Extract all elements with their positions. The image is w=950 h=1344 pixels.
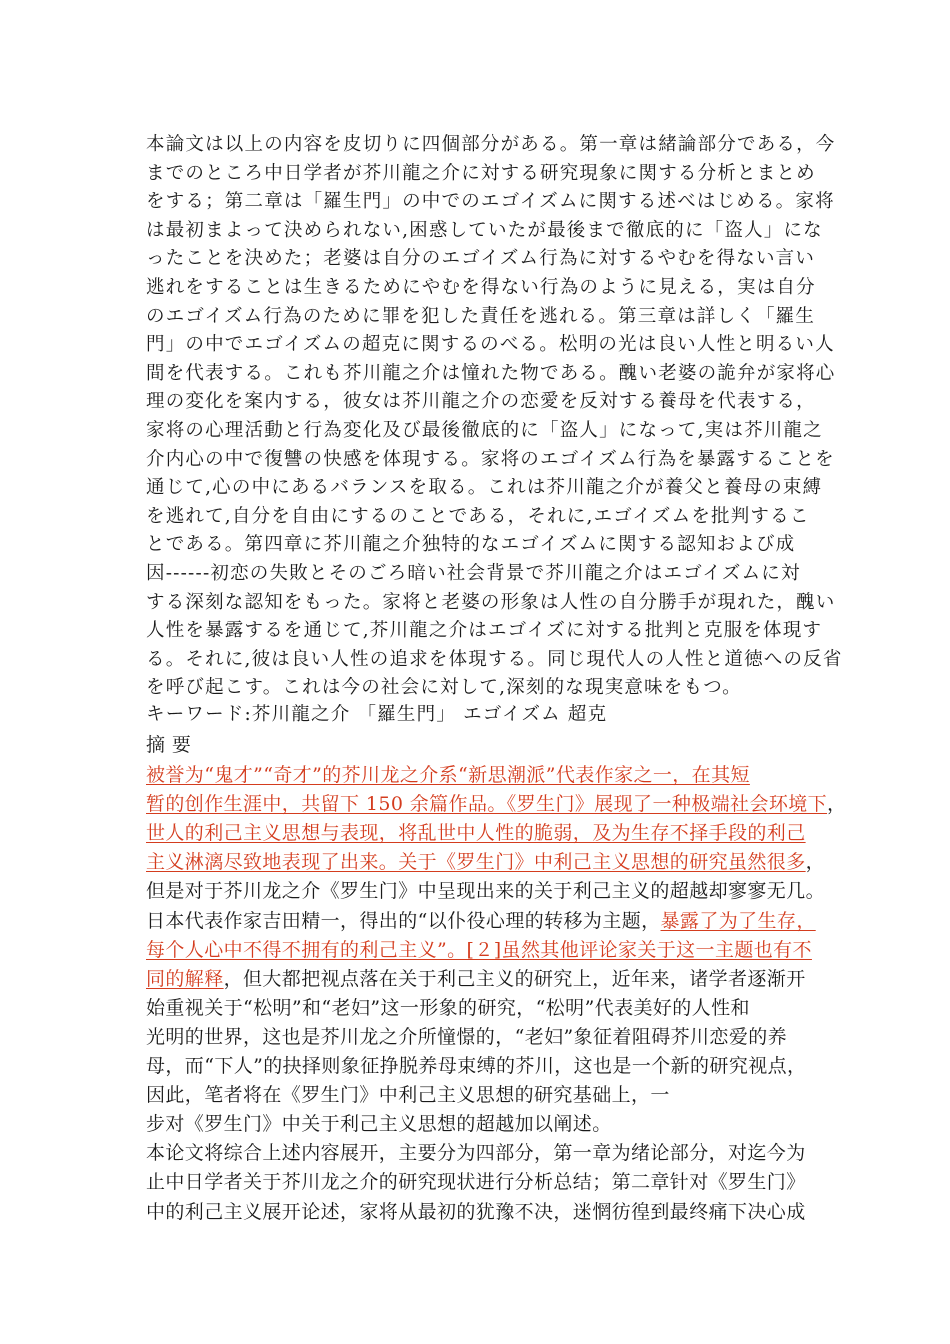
japanese-abstract-line: る。それに,彼は良い人性の追求を体現する。同じ現代人の人性と道徳への反省	[146, 648, 843, 670]
japanese-abstract-line: する深刻な認知をもった。家将と老婆の形象は人性の自分勝手が現れた，醜い	[146, 591, 836, 613]
japanese-abstract-line: とである。第四章に芥川龍之介独特的なエゴイズムに関する認知および成	[146, 534, 796, 556]
chinese-abstract-line	[146, 907, 816, 935]
japanese-abstract-line: は最初まよって決められない,困惑していたが最後まで徹底的に「盗人」にな	[146, 219, 823, 241]
body-text: 但是对于芥川龙之介《罗生门》中呈现出来的关于利己主义的超越却寥寥无几。	[146, 880, 826, 903]
body-text: 止中日学者关于芥川龙之介的研究现状进行分析总结；第二章针对《罗生门》	[146, 1171, 806, 1194]
japanese-abstract-line: 人性を暴露するを通じて,芥川龍之介はエゴイズに対する批判と克服を体現す	[146, 620, 823, 642]
chinese-abstract-line	[146, 1081, 670, 1109]
highlighted-text: 被誉为“鬼才”“奇才”的芥川龙之介系“新思潮派”代表作家之一，在其短	[146, 764, 750, 786]
body-text: 日本代表作家吉田精一，得出的“以仆役心理的转移为主题，	[146, 909, 661, 932]
japanese-abstract-line: までのところ中日学者が芥川龍之介に対する研究現象に関する分析とまとめ	[146, 162, 816, 184]
chinese-abstract-line	[146, 965, 806, 993]
chinese-abstract-line	[146, 848, 825, 876]
abstract-heading: 摘 要	[146, 734, 192, 756]
japanese-abstract-line: のエゴイズム行為のために罪を犯した責任を逃れる。第三章は詳しく「羅生	[146, 305, 816, 327]
japanese-abstract-line: 間を代表する。これも芥川龍之介は憧れた物である。醜い老婆の詭弁が家将心	[146, 362, 836, 384]
chinese-abstract-line	[146, 1139, 806, 1167]
body-text: ，	[805, 851, 826, 874]
chinese-abstract-line	[146, 819, 806, 847]
japanese-abstract-line: 本論文は以上の内容を皮切りに四個部分がある。第一章は緒論部分である，今	[146, 134, 836, 155]
japanese-abstract-line: 理の変化を案内する，彼女は芥川龍之介の恋愛を反対する養母を代表する，	[146, 391, 816, 413]
highlighted-text: 每个人心中不得不拥有的利己主义”。[２]虽然其他评论家关于这一主题也有不	[146, 938, 812, 961]
highlighted-text: 同的解释	[146, 967, 224, 990]
highlighted-text: 世人的利己主义思想与表现，将乱世中人性的脆弱，及为生存不择手段的利己	[146, 822, 806, 845]
highlighted-text: 主义淋漓尽致地表现了出来。关于《罗生门》中利己主义思想的研究虽然很多	[146, 851, 806, 874]
chinese-abstract-line	[146, 1023, 787, 1051]
chinese-abstract-line	[146, 936, 812, 964]
chinese-abstract-line	[146, 1198, 806, 1226]
japanese-abstract-line: ったことを決めた；老婆は自分のエゴイズム行為に対するやむを得ない言い	[146, 248, 816, 270]
chinese-abstract-line	[146, 1168, 806, 1196]
japanese-abstract-line: をする；第二章は「羅生門」の中でのエゴイズムに関する述べはじめる。家将	[146, 191, 835, 213]
japanese-abstract-line: 家将の心理活動と行為変化及び最後徹底的に「盗人」になって,実は芥川龍之	[146, 420, 823, 441]
japanese-abstract-line: 通じて,心の中にあるバランスを取る。これは芥川龍之介が養父と養母の束縛	[146, 477, 823, 499]
body-text: 因此，笔者将在《罗生门》中利己主义思想的研究基础上，一	[146, 1084, 670, 1107]
body-text: 中的利己主义展开论述，家将从最初的犹豫不决，迷惘彷徨到最终痛下决心成	[146, 1200, 806, 1223]
body-text: ，	[827, 793, 847, 816]
keywords-line: キーワード:芥川龍之介 「羅生門」 エゴイズム 超克	[146, 704, 608, 725]
japanese-abstract-line: 介内心の中で復讐の快感を体現する。家将のエゴイズム行為を暴露することを	[146, 448, 835, 470]
body-text: 本论文将综合上述内容展开，主要分为四部分，第一章为绪论部分，对迄今为	[146, 1142, 806, 1165]
body-text: 母，而“下人”的抉择则象征挣脱养母束缚的芥川，这也是一个新的研究视点，	[146, 1055, 807, 1077]
chinese-abstract-line	[146, 790, 846, 818]
body-text: 步对《罗生门》中关于利己主义思想的超越加以阐述。	[146, 1113, 612, 1136]
japanese-abstract-line: 逃れをすることは生きるためにやむを得ない行為のように見える，実は自分	[146, 277, 816, 298]
highlighted-text: 暴露了为了生存，	[660, 909, 816, 932]
body-text: ，但大都把视点落在关于利己主义的研究上，近年来，诸学者逐渐开	[223, 967, 806, 990]
highlighted-text: 暂的创作生涯中，共留下 150 余篇作品。《罗生门》展现了一种极端社会环境下	[146, 793, 828, 816]
chinese-abstract-line	[146, 994, 750, 1022]
chinese-abstract-line	[146, 1052, 806, 1080]
body-text: 始重视关于“松明”和“老妇”这一形象的研究，“松明”代表美好的人性和	[146, 996, 750, 1019]
japanese-abstract-line: 門」の中でエゴイズムの超克に関するのべる。松明の光は良い人性と明るい人	[146, 334, 835, 356]
body-text: 光明的世界，这也是芥川龙之介所憧憬的，“老妇”象征着阻碍芥川恋爱的养	[146, 1025, 788, 1048]
chinese-abstract-line	[146, 1110, 612, 1138]
japanese-abstract-line: 因------初恋の失敗とそのごろ暗い社会背景で芥川龍之介はエゴイズムに対	[146, 563, 801, 584]
japanese-abstract-line: を逃れて,自分を自由にするのことである，それに,エゴイズムを批判するこ	[146, 505, 810, 527]
chinese-abstract-line	[146, 761, 750, 789]
chinese-abstract-line	[146, 877, 825, 905]
japanese-abstract-line: を呼び起こす。これは今の社会に対して,深刻的な現実意味をもつ。	[146, 677, 742, 699]
